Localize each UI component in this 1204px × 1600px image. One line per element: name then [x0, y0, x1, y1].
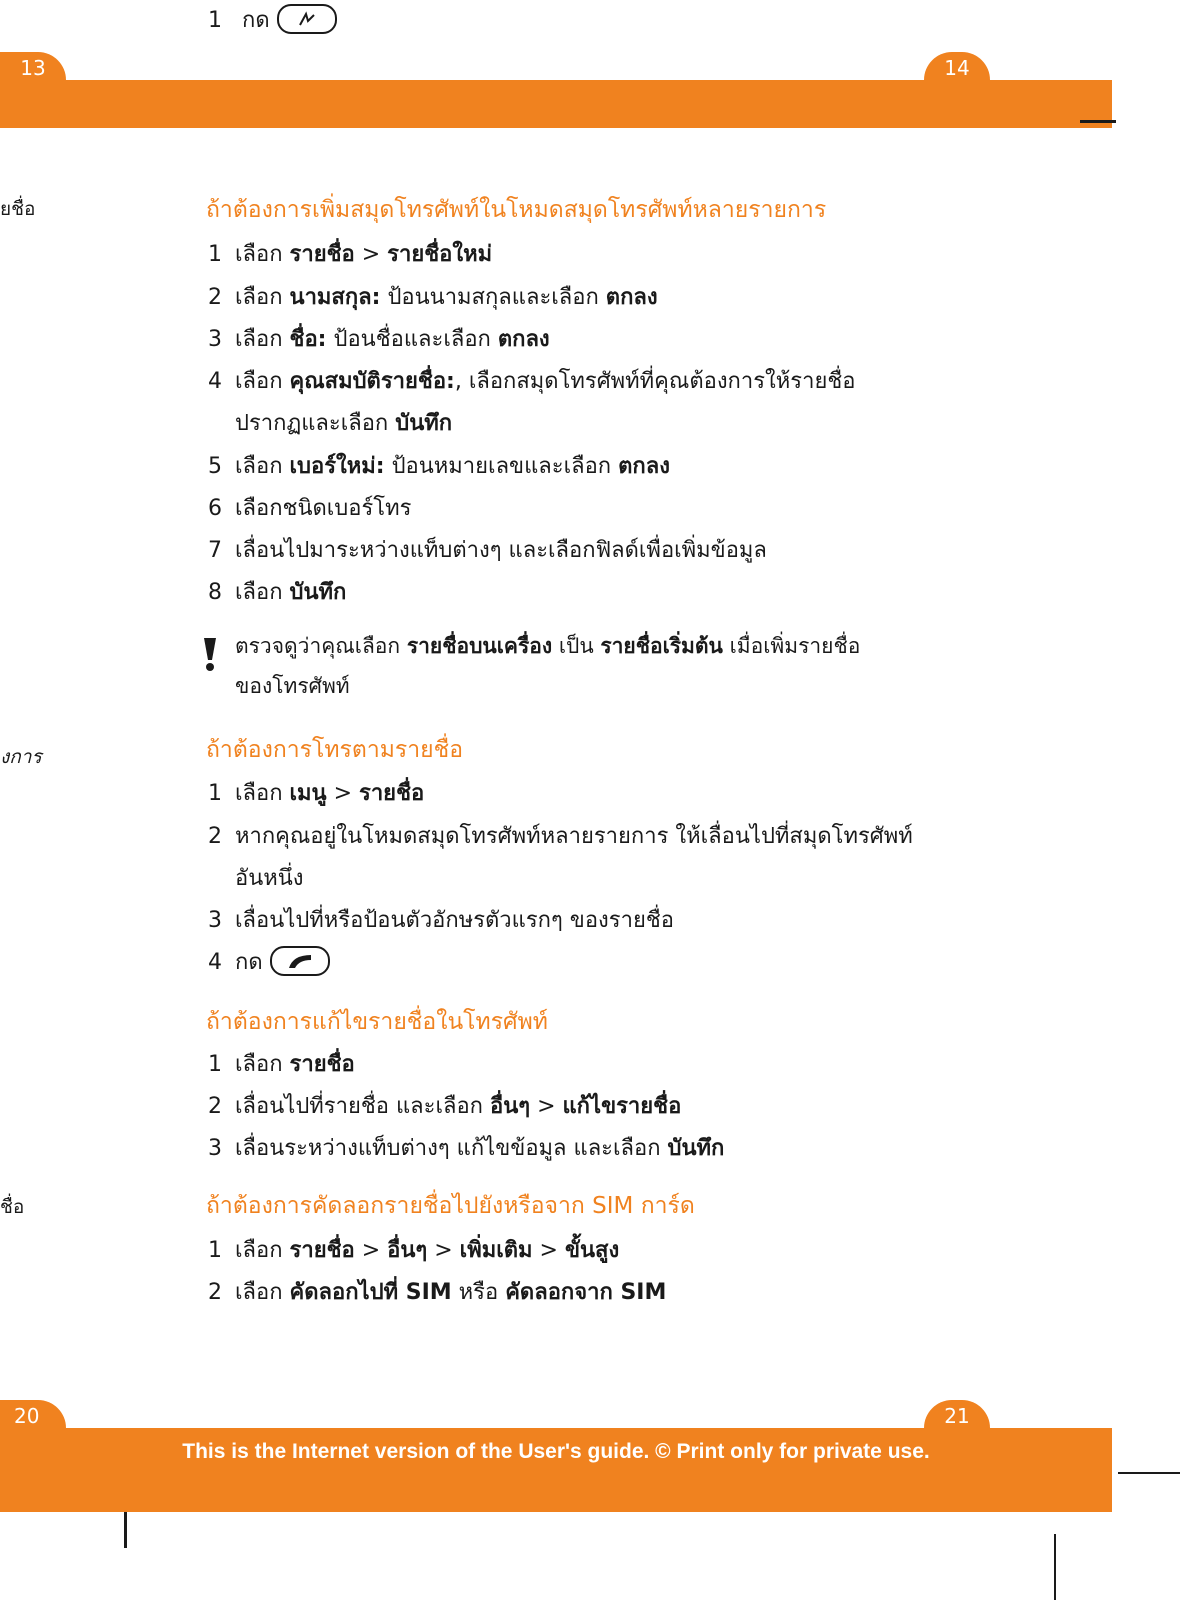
step-number: 6 — [208, 496, 222, 521]
crop-mark — [124, 1512, 127, 1548]
menu-item-name: รายชื่อเริ่มต้น — [600, 634, 723, 658]
step-text: เลือก — [235, 242, 290, 267]
menu-item-name: อื่นๆ — [387, 1238, 428, 1263]
crop-mark — [1080, 120, 1116, 123]
menu-item-name: คัดลอกไปที่ SIM — [289, 1280, 452, 1305]
note-text — [235, 630, 860, 663]
step-number: 3 — [208, 1136, 222, 1161]
menu-item-name: เพิ่มเติม — [459, 1238, 533, 1263]
list-item — [208, 236, 492, 271]
list-item — [208, 279, 658, 314]
side-fragment: ยชื่อ — [0, 198, 36, 220]
step-text: เลือก — [235, 454, 290, 479]
step-text: เลือก — [235, 1280, 290, 1305]
step-text: ป้อนนามสกุลและเลือก — [380, 285, 606, 310]
step-text: > — [532, 1238, 565, 1263]
step-number: 5 — [208, 454, 222, 479]
section-heading: ถ้าต้องการเพิ่มสมุดโทรศัพท์ในโหมดสมุดโทรศัพท์หลายรายการ — [206, 197, 827, 223]
menu-item-name: รายชื่อ — [359, 781, 425, 806]
menu-item-name: คุณสมบัติรายชื่อ: — [289, 369, 455, 394]
list-item — [208, 944, 330, 979]
step-text: เลือก — [235, 580, 290, 605]
step-text: > — [326, 781, 360, 806]
page-number-14: 14 — [944, 56, 970, 80]
list-item — [208, 1046, 355, 1081]
note-text: เมื่อเพิ่มรายชื่อ — [722, 634, 861, 658]
list-item — [208, 902, 674, 937]
step-text: เลือก — [235, 1238, 290, 1263]
footer-notice: This is the Internet version of the User's guide. © Print only for private use. — [182, 1440, 930, 1463]
page-number-21: 21 — [944, 1404, 970, 1428]
list-item — [208, 1130, 724, 1165]
step-number: 4 — [208, 369, 222, 394]
step-text: เลือก — [235, 327, 290, 352]
menu-item-name: บันทึก — [395, 411, 453, 436]
step-text: เลือกชนิดเบอร์โทร — [235, 496, 412, 521]
note-text: ตรวจดูว่าคุณเลือก — [235, 634, 407, 658]
menu-item-name: บันทึก — [667, 1136, 725, 1161]
menu-item-name: รายชื่อ — [289, 1052, 355, 1077]
top-fragment-step — [208, 2, 337, 37]
page-number-20: 20 — [14, 1404, 40, 1428]
step-number: 2 — [208, 285, 222, 310]
page-number-13: 13 — [20, 56, 46, 80]
step-text: > — [354, 1238, 388, 1263]
menu-item-name: ชื่อ: — [289, 327, 327, 352]
page-number-tab — [0, 1400, 66, 1428]
crop-mark — [1054, 1534, 1056, 1600]
menu-item-name: เบอร์ใหม่: — [289, 454, 385, 479]
page-number-tab — [924, 52, 990, 80]
list-item-continuation — [235, 405, 452, 440]
menu-item-name: เมนู — [289, 781, 327, 806]
menu-item-name: รายชื่อ — [289, 242, 355, 267]
list-item — [208, 532, 767, 567]
step-text: เลื่อนไปที่รายชื่อ และเลือก — [235, 1094, 490, 1119]
step-text: หากคุณอยู่ในโหมดสมุดโทรศัพท์หลายรายการ ให้เลื่อนไปที่สมุดโทรศัพท์ — [235, 824, 913, 849]
step-text: > — [427, 1238, 460, 1263]
step-text: หรือ — [451, 1280, 506, 1305]
list-item — [208, 1088, 681, 1123]
step-text: , เลือกสมุดโทรศัพท์ที่คุณต้องการให้รายชื่อ — [454, 369, 856, 394]
list-item — [208, 818, 913, 853]
menu-item-name: ตกลง — [605, 285, 658, 310]
step-number: 1 — [208, 1052, 222, 1077]
note-text: ของโทรศัพท์ — [235, 674, 350, 698]
step-text: กด — [242, 8, 270, 33]
call-key-icon — [270, 946, 330, 976]
page-number-tab — [924, 1400, 990, 1428]
step-number: 2 — [208, 1280, 222, 1305]
step-number: 1 — [208, 8, 222, 33]
menu-item-name: รายชื่อใหม่ — [387, 242, 493, 267]
step-number: 7 — [208, 538, 222, 563]
list-item — [208, 775, 424, 810]
step-text: เลือก — [235, 781, 290, 806]
section-heading: ถ้าต้องการโทรตามรายชื่อ — [206, 737, 464, 763]
menu-item-name: นามสกุล: — [289, 285, 381, 310]
side-fragment: งการ — [0, 746, 42, 768]
end-call-key-icon — [277, 4, 337, 34]
list-item — [208, 490, 411, 525]
list-item — [208, 363, 856, 398]
step-text: ปรากฏและเลือก — [235, 411, 396, 436]
menu-item-name: ขั้นสูง — [564, 1238, 620, 1263]
page-number-tab — [0, 52, 66, 80]
list-item — [208, 448, 670, 483]
menu-item-name: รายชื่อบนเครื่อง — [406, 634, 553, 658]
step-text: เลือก — [235, 285, 290, 310]
step-text: ป้อนชื่อและเลือก — [326, 327, 498, 352]
step-number: 2 — [208, 1094, 222, 1119]
menu-item-name: รายชื่อ — [289, 1238, 355, 1263]
step-text: > — [530, 1094, 563, 1119]
section-heading: ถ้าต้องการคัดลอกรายชื่อไปยังหรือจาก SIM การ์ด — [206, 1193, 695, 1219]
menu-item-name: อื่นๆ — [490, 1094, 531, 1119]
step-text: เลือก — [235, 1052, 290, 1077]
step-text: เลื่อนไปที่หรือป้อนตัวอักษรตัวแรกๆ ของรายชื่อ — [235, 908, 674, 933]
step-number: 1 — [208, 242, 222, 267]
step-number: 8 — [208, 580, 222, 605]
list-item-continuation: อันหนึ่ง — [235, 866, 304, 891]
exclamation-icon — [200, 636, 220, 672]
crop-mark — [1118, 1472, 1180, 1474]
step-text: ป้อนหมายเลขและเลือก — [384, 454, 619, 479]
list-item — [208, 1274, 666, 1309]
side-fragment: ชื่อ — [0, 1196, 25, 1218]
menu-item-name: แก้ไขรายชื่อ — [562, 1094, 682, 1119]
list-item — [208, 1232, 619, 1267]
list-item — [208, 321, 550, 356]
step-text: เลื่อนไปมาระหว่างแท็บต่างๆ และเลือกฟิลด์เพื่อเพิ่มข้อมูล — [235, 538, 767, 563]
menu-item-name: ตกลง — [497, 327, 550, 352]
step-text: เลื่อนระหว่างแท็บต่างๆ แก้ไขข้อมูล และเลือก — [235, 1136, 668, 1161]
step-number: 3 — [208, 327, 222, 352]
step-number: 2 — [208, 824, 222, 849]
menu-item-name: ตกลง — [618, 454, 670, 479]
note-text: เป็น — [552, 634, 601, 658]
step-text: เลือก — [235, 369, 290, 394]
step-number: 3 — [208, 908, 222, 933]
step-text: > — [354, 242, 388, 267]
top-page-band — [0, 80, 1112, 128]
menu-item-name: คัดลอกจาก SIM — [505, 1280, 667, 1305]
step-text: กด — [235, 950, 263, 975]
step-number: 4 — [208, 950, 222, 975]
step-number: 1 — [208, 781, 222, 806]
section-heading: ถ้าต้องการแก้ไขรายชื่อในโทรศัพท์ — [206, 1009, 548, 1035]
list-item — [208, 574, 346, 609]
menu-item-name: บันทึก — [289, 580, 347, 605]
step-number: 1 — [208, 1238, 222, 1263]
